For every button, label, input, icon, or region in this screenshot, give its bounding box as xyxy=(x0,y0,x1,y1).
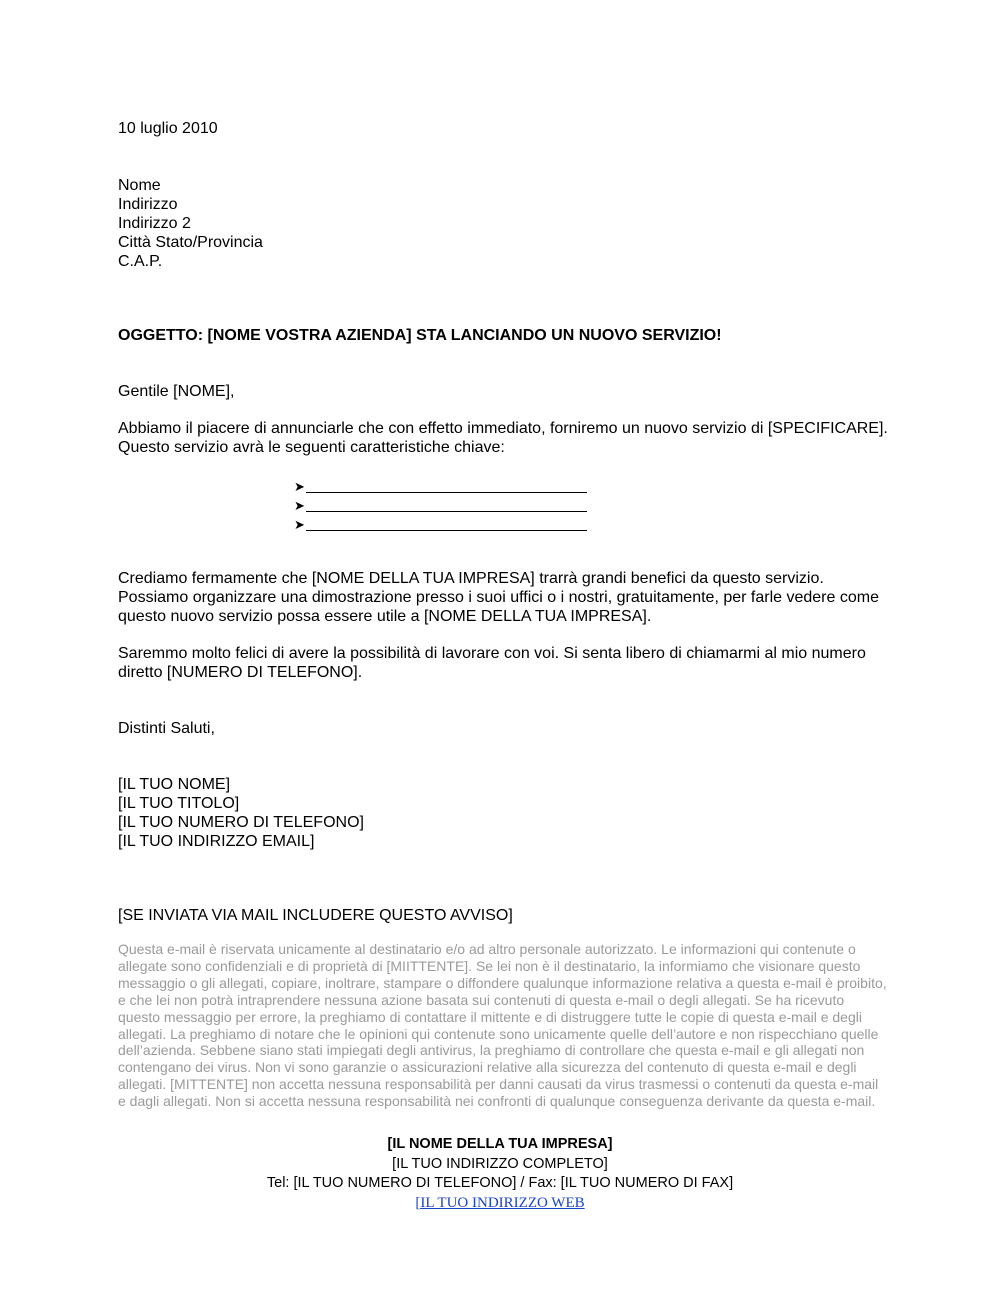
footer-company-name: [IL NOME DELLA TUA IMPRESA] xyxy=(387,1136,613,1152)
intro-paragraph: Abbiamo il piacere di annunciarle che con effetto immediato, forniremo un nuovo servizio di [SPECIFICARE]. Questo servizio avrà le seguenti caratteristiche chiave: xyxy=(118,420,888,456)
recipient-address-line-2: Indirizzo 2 xyxy=(118,215,191,232)
signature-phone: [IL TUO NUMERO DI TELEFONO] xyxy=(118,814,364,831)
company-footer xyxy=(0,1135,1000,1213)
feature-bullet xyxy=(294,477,587,496)
arrow-bullet-icon: ➤ xyxy=(294,479,305,494)
feature-bullet xyxy=(294,515,587,534)
footer-address: [IL TUO INDIRIZZO COMPLETO] xyxy=(392,1155,608,1172)
recipient-address xyxy=(118,176,263,271)
letter-closing: Distinti Saluti, xyxy=(118,720,215,737)
letter-greeting: Gentile [NOME], xyxy=(118,383,235,400)
feature-bullet-list xyxy=(294,477,587,534)
recipient-postal-code: C.A.P. xyxy=(118,253,163,270)
email-disclaimer: Questa e-mail è riservata unicamente al destinatario e/o ad altro personale autorizzato. Le informazioni qui contenute o allegate sono confidenziali e di proprietà di [MIITTENTE]. Se lei non è il destinatario, la informiamo che visionare questo messaggio o gli allegati, copiare, inoltrare, stampare o diffondere qualunque informazione relativa a questa e-mail è proibito, e che lei non potrà intraprendere nessuna azione basata sui contenuti di questa e-mail o degli allegati. Se ha ricevuto questo messaggio per errore, la preghiamo di contattare il mittente e di distruggere tutte le copie di questa e-mail e degli allegati. La preghiamo di notare che le opinioni qui contenute sono unicamente quelle dell’autore e non rispecchiano quelle dell’azienda. Sebbene siano stati impiegati degli antivirus, la preghiamo di controllare che questa e-mail e gli allegati non contengano dei virus. Non vi sono garanzie o assicurazioni relative alla sicurezza del contenuto di questa e-mail e degli allegati. [MITTENTE] non accetta nessuna responsabilità per danni causati da virus trasmessi o contenuti da questa e-mail e dagli allegati. Non si accetta nessuna responsabilità nei confronti di qualunque conseguenza derivante da questa e-mail. xyxy=(118,941,887,1110)
recipient-address-line-1: Indirizzo xyxy=(118,196,178,213)
feature-bullet xyxy=(294,496,587,515)
signature-title: [IL TUO TITOLO] xyxy=(118,795,240,812)
arrow-bullet-icon: ➤ xyxy=(294,498,305,513)
signature-email: [IL TUO INDIRIZZO EMAIL] xyxy=(118,833,315,850)
letter-date: 10 luglio 2010 xyxy=(118,120,218,137)
signature-block xyxy=(118,775,364,851)
body-paragraph-benefits: Crediamo fermamente che [NOME DELLA TUA IMPRESA] trarrà grandi benefici da questo servizio. Possiamo organizzare una dimostrazione presso i suoi uffici o i nostri, gratuitamente, per farle vedere come questo nuovo servizio possa essere utile a [NOME DELLA TUA IMPRESA]. xyxy=(118,570,879,625)
letter-subject: OGGETTO: [NOME VOSTRA AZIENDA] STA LANCIANDO UN NUOVO SERVIZIO! xyxy=(118,327,722,344)
blank-fill-line xyxy=(306,478,587,493)
recipient-name: Nome xyxy=(118,177,161,194)
footer-contacts: Tel: [IL TUO NUMERO DI TELEFONO] / Fax: [IL TUO NUMERO DI FAX] xyxy=(266,1175,734,1191)
body-paragraph-contact: Saremmo molto felici di avere la possibilità di lavorare con voi. Si senta libero di chiamarmi al mio numero diretto [NUMERO DI TELEFONO]. xyxy=(118,645,866,681)
footer-website-link[interactable]: [IL TUO INDIRIZZO WEB xyxy=(415,1194,585,1211)
email-notice-title: [SE INVIATA VIA MAIL INCLUDERE QUESTO AVVISO] xyxy=(118,907,513,924)
arrow-bullet-icon: ➤ xyxy=(294,517,305,532)
blank-fill-line xyxy=(306,516,587,531)
signature-name: [IL TUO NOME] xyxy=(118,776,231,793)
blank-fill-line xyxy=(306,497,587,512)
recipient-city-state: Città Stato/Provincia xyxy=(118,234,263,251)
